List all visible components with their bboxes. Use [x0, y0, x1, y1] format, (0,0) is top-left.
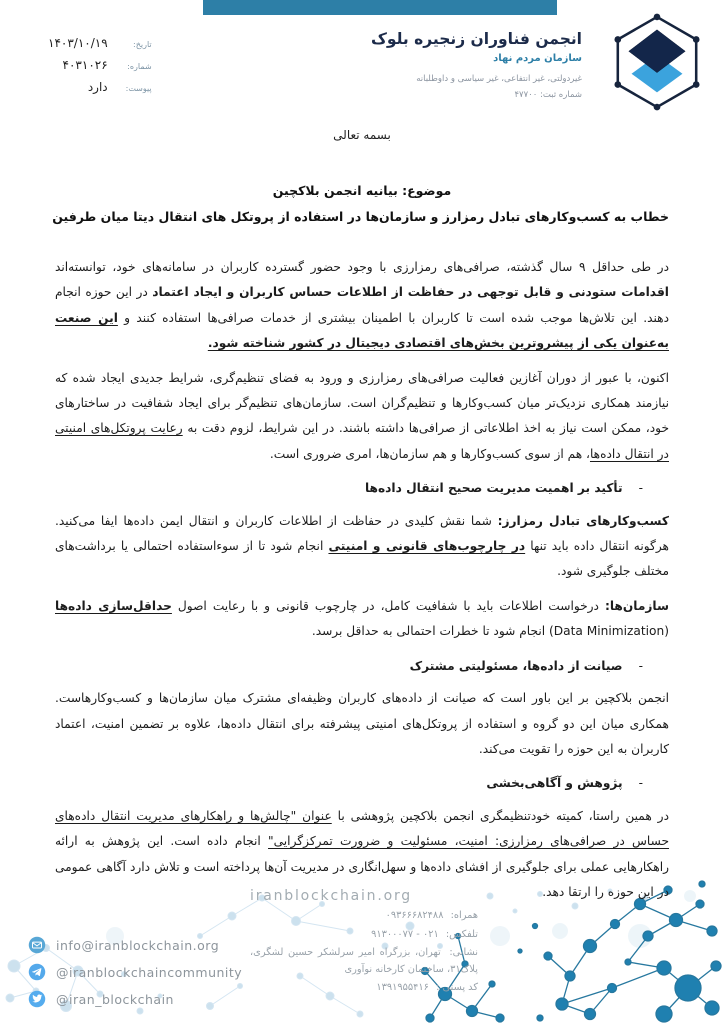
- bismillah-line: بسمه تعالی: [333, 128, 391, 142]
- email-contact-row[interactable]: [28, 936, 242, 954]
- postal-code-label: کد پستی :: [436, 982, 478, 993]
- twitter-icon: [28, 990, 46, 1008]
- org-registration-number: شماره ثبت: ۴۷۷۰۰: [514, 90, 582, 100]
- date-label: تاریخ:: [133, 40, 152, 49]
- text-run: حداقل‌سازی داده‌ها: [55, 598, 172, 613]
- social-links: [28, 936, 242, 1008]
- org-type: سازمان مردم نهاد: [493, 53, 582, 64]
- body-paragraph: [55, 255, 669, 357]
- twitter-handle[interactable]: @iran_blockchain: [56, 991, 174, 1007]
- text-run: (Data Minimization) انجام شود تا خطرات احتمالی به حداقل برسد.: [311, 624, 669, 639]
- text-run: انجمن بلاکچین بر این باور است که صیانت از داده‌های کاربران وظیفه‌ای مشترک میان سازمان‌ها و کسب‌وکارهاست. همکاری میان این دو گروه و استفاده از پروتکل‌های امنیتی پیشرفته برای انتقال داده‌ها، علاوه بر تضمین امنیت، اعتماد کاربران به این حوزه را تقویت می‌کند.: [55, 691, 669, 756]
- subject-block: [52, 178, 669, 230]
- telefax-value: ۰۲۱ - ۹۱۳۰۰۰۷۷: [371, 928, 439, 940]
- number-label: شماره:: [127, 62, 152, 71]
- website-url[interactable]: iranblockchain.org: [250, 888, 412, 904]
- text-run: تأکید بر اهمیت مدیریت صحیح انتقال داده‌ها: [364, 481, 623, 496]
- text-run: رعایت پروتکل‌های امنیتی در انتقال داده‌ها: [55, 421, 669, 461]
- text-run: انجام شود تا از سوءاستفاده احتمالی یا برداشت‌های مختلف جلوگیری شود.: [55, 539, 669, 579]
- org-identity-block: [332, 30, 582, 100]
- text-run: اکنون، با عبور از دوران آغازین فعالیت صرافی‌های رمزارزی و ورود به فضای تنظیم‌گری، شرایط جدیدی ایجاد شده که نیازمند همکاری نزدیک‌تر میان کسب‌وکارها و تنظیم‌گران است. سازمان‌های تنظیم‌گر برای ایجاد شفافیت در ساختارهای خود، ممکن است نیاز به اخذ اطلاعاتی از صرافی‌ها داشته باشند. در این شرایط، لزوم دقت به: [55, 370, 669, 436]
- email-icon: [28, 936, 46, 954]
- meta-row-attachment: [48, 80, 152, 94]
- text-run: درخواست اطلاعات باید با شفافیت کامل، در چارچوب قانونی و با رعایت اصول: [171, 598, 605, 613]
- mobile-label: همراه:: [450, 910, 478, 921]
- body-paragraph: [55, 509, 669, 585]
- postal-code-value: ۱۳۹۱۹۵۵۴۱۶: [376, 982, 429, 993]
- text-run: اقدامات ستودنی و قابل توجهی در حفاظت از اطلاعات حساس کاربران و ایجاد اعتماد: [152, 285, 669, 300]
- attachment-value: دارد: [87, 80, 108, 94]
- header-accent-bar: [203, 0, 557, 15]
- twitter-contact-row[interactable]: [28, 990, 242, 1008]
- body-paragraph: [55, 686, 669, 762]
- text-run: پژوهش و آگاهی‌بخشی: [486, 776, 623, 791]
- address-label: نشانی:: [449, 947, 478, 958]
- meta-row-number: [48, 58, 152, 72]
- org-name: انجمن فناوران زنجیره بلوک: [371, 30, 582, 48]
- blockchain-hexagon-logo: [606, 13, 708, 111]
- text-run: در طی حداقل ۹ سال گذشته، صرافی‌های رمزارزی با وجود حضور گسترده کاربران در سامانه‌های خود، توانسته‌اند: [55, 260, 669, 274]
- text-run: صیانت از داده‌ها، مسئولیتی مشترک: [409, 658, 623, 673]
- text-run: در این حوزه انجام دهند. این تلاش‌ها موجب شده است تا کاربران با اطمینان بیشتری از خدمات صرافی‌ها استفاده کنند و: [55, 285, 670, 325]
- text-run: کسب‌وکارهای تبادل رمزارز:: [497, 513, 670, 528]
- text-run: این صنعت به‌عنوان یکی از پیشروترین بخش‌های اقتصادی دیجیتال در کشور شناخته شود.: [55, 310, 669, 351]
- telegram-handle[interactable]: @iranblockchaincommunity: [56, 964, 243, 980]
- text-run: ، هم از سوی کسب‌وکارها و هم سازمان‌ها، امری ضروری است.: [269, 446, 590, 461]
- bullet-heading: [55, 771, 643, 796]
- subject-line-1: موضوع: بیانیه انجمن بلاکچین: [272, 183, 452, 198]
- subject-line-2: خطاب به کسب‌وکارهای تبادل رمزارز و سازمان‌ها در استفاده از پروتکل های انتقال دیتا میان طرفین: [52, 209, 669, 224]
- letter-body: [52, 128, 670, 914]
- logo-dark-diamond: [629, 30, 686, 73]
- telefax-line: [250, 927, 478, 944]
- date-value: ۱۴۰۳/۱۰/۱۹: [48, 36, 108, 50]
- text-run: در چارچوب‌های قانونی و امنیتی: [328, 539, 526, 554]
- email-address[interactable]: info@iranblockchain.org: [56, 937, 220, 953]
- body-paragraphs-container: [55, 255, 669, 905]
- text-run: شما نقش کلیدی در حفاظت از اطلاعات کاربران و انتقال ایمن داده‌ها ایفا می‌کنید. هرگونه انتقال داده باید تنها: [55, 513, 669, 554]
- mobile-value: ۰۹۳۶۶۶۸۲۴۸۸: [385, 910, 444, 921]
- bullet-heading: [55, 654, 643, 679]
- attachment-label: پیوست:: [125, 84, 152, 93]
- telegram-contact-row[interactable]: [28, 963, 242, 981]
- body-paragraph: [55, 804, 669, 906]
- text-run: عنوان "چالش‌ها و راهکارهای مدیریت انتقال داده‌های حساس در صرافی‌های رمزارزی: امنیت، مسئولیت و ضرورت تمرکزگرایی": [55, 808, 670, 849]
- body-paragraph: [55, 594, 669, 645]
- meta-row-date: [48, 36, 152, 50]
- org-description: غیردولتی، غیر انتفاعی، غیر سیاسی و داوطلبانه: [416, 74, 582, 84]
- postal-code-line: [250, 980, 478, 997]
- text-run: انجام داده است. این پژوهش به ارائه راهکارهایی عملی برای جلوگیری از افشای داده‌ها و سهل‌انگاری در مدیریت آن‌ها پرداخته است و تلاش دارد آگاهی عمومی در این حوزه را ارتقا دهد.: [55, 834, 669, 899]
- body-paragraph: [55, 366, 669, 468]
- number-value: ۴۰۳۱۰۲۶: [62, 58, 108, 72]
- telefax-label: تلفکس:: [445, 928, 478, 940]
- letter-meta-fields: [48, 36, 152, 102]
- bullet-heading: [55, 476, 643, 501]
- text-run: در همین راستا، کمیته خودتنظیمگری انجمن بلاکچین پژوهشی با: [331, 808, 669, 823]
- text-run: سازمان‌ها:: [604, 598, 669, 613]
- address-value: تهران، بزرگراه امیر سرلشکر حسین لشگری، پلاک۳۱، ساختمان کارخانه نوآوری: [250, 947, 478, 975]
- telegram-icon: [28, 963, 46, 981]
- address-line: [250, 945, 478, 978]
